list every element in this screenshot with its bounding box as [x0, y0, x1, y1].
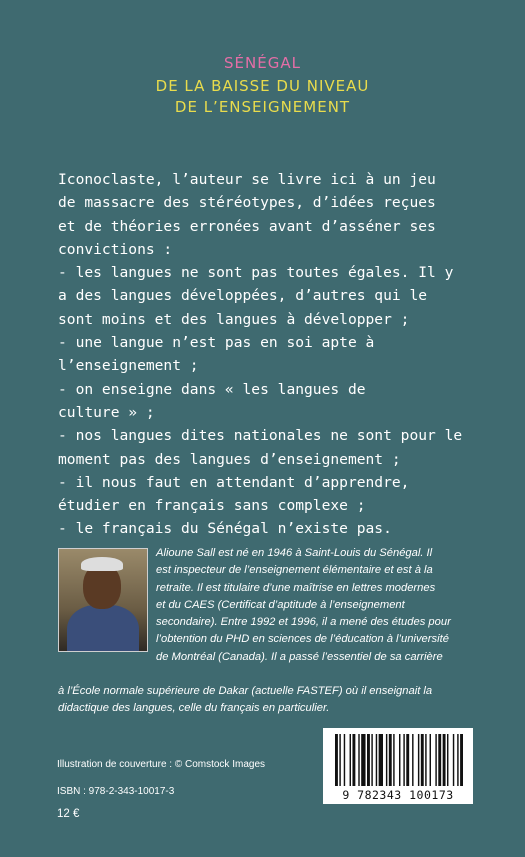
blurb-line: - une langue n’est pas en soi apte à: [58, 334, 375, 352]
bio_side-line: secondaire). Entre 1992 et 1996, il a mené des études pour: [156, 616, 451, 629]
price: 12 €: [57, 808, 80, 820]
bio_side-line: retraite. Il est titulaire d’une maîtrise en lettres modernes: [156, 581, 436, 594]
bio_full-line: à l’École normale supérieure de Dakar (actuelle FASTEF) où il enseignait la: [58, 685, 433, 697]
bio_side-line: Alioune Sall est né en 1946 à Saint-Louis du Sénégal. Il: [156, 547, 433, 559]
blurb-line: l’enseignement ;: [58, 357, 199, 375]
blurb-line: Iconoclaste, l’auteur se livre ici à un jeu: [58, 171, 436, 188]
blurb-line: - le français du Sénégal n’existe pas.: [58, 520, 392, 538]
blurb-line: - on enseigne dans « les langues de: [58, 380, 366, 398]
blurb-line: culture » ;: [58, 403, 155, 421]
blurb-line: moment pas des langues d’enseignement ;: [58, 450, 401, 468]
blurb-line: - il nous faut en attendant d’apprendre,: [58, 473, 410, 491]
blurb-line: de massacre des stéréotypes, d’idées reçues: [58, 194, 436, 212]
bio_full-line: didactique des langues, celle du français en particulier.: [58, 702, 330, 715]
author-bio: [156, 545, 466, 666]
blurb-line: convictions :: [58, 240, 173, 258]
bio_side-line: et du CAES (Certificat d’aptitude à l’enseignement: [156, 598, 405, 611]
barcode-number: 9 782343 100173: [342, 788, 454, 802]
blurb-line: - nos langues dites nationales ne sont pour le: [58, 427, 463, 445]
title-country: SÉNÉGAL: [224, 54, 301, 72]
bio_side-line: de Montréal (Canada). Il a passé l’essentiel de sa carrière: [156, 650, 443, 663]
barcode: [323, 728, 473, 804]
isbn: ISBN : 978-2-343-10017-3: [57, 786, 175, 797]
title-line-1: DE LA BAISSE DU NIVEAU: [155, 77, 370, 95]
bio_side-line: est inspecteur de l’enseignement élémentaire et est à la: [156, 564, 433, 577]
blurb-text: [58, 168, 468, 541]
blurb-line: sont moins et des langues à développer ;: [58, 310, 410, 328]
blurb-line: - les langues ne sont pas toutes égales. Il y: [58, 264, 454, 282]
author-photo: [58, 548, 148, 652]
author-bio-continued: [58, 683, 468, 718]
barcode-bars: [335, 734, 463, 786]
title-line-2: DE L’ENSEIGNEMENT: [174, 98, 351, 116]
cover-credit: Illustration de couverture : © Comstock Images: [57, 759, 266, 770]
blurb-line: étudier en français sans complexe ;: [58, 497, 366, 515]
bio_side-line: l’obtention du PHD en sciences de l’éducation à l’université: [156, 633, 449, 646]
blurb-line: a des langues développées, d’autres qui le: [58, 287, 428, 305]
blurb-line: et de théories erronées avant d’asséner ses: [58, 217, 436, 235]
